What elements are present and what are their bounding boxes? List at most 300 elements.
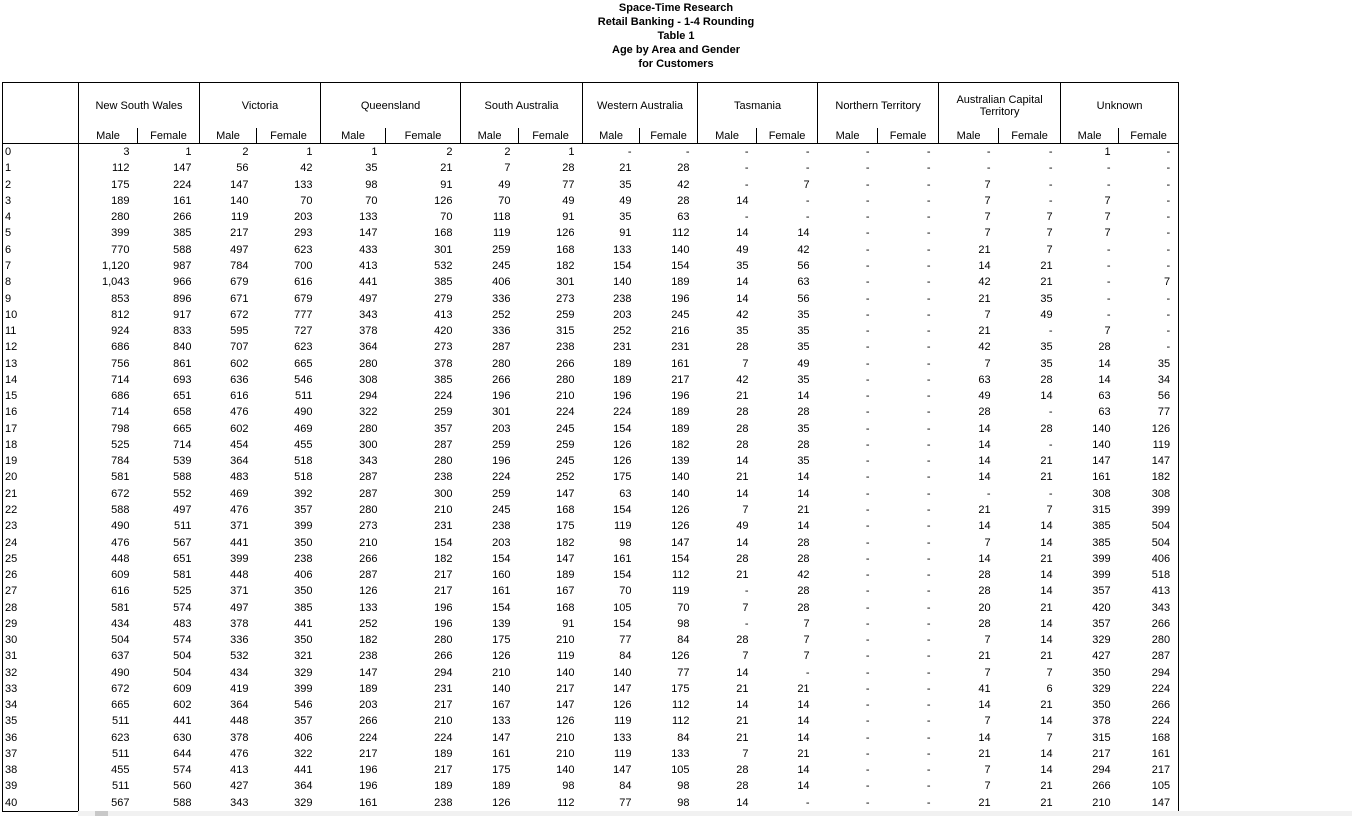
gender-header-female: Female	[257, 128, 321, 144]
data-cell: 34	[1119, 372, 1179, 388]
data-cell: 14	[1040, 617, 1053, 630]
data-cell: -	[926, 146, 931, 159]
data-cell: 7	[984, 780, 991, 793]
data-cell: 308	[1092, 487, 1111, 500]
data-cell: 987	[173, 259, 192, 272]
data-cell: 161	[613, 552, 632, 565]
age-label: 10	[3, 307, 79, 323]
data-cell: 315	[556, 325, 575, 338]
data-cell: 154	[613, 503, 632, 516]
data-cell: 91	[562, 617, 575, 630]
age-label: 24	[3, 534, 79, 550]
table-row	[3, 713, 1179, 729]
data-cell: 21	[978, 292, 991, 305]
data-cell: 91	[562, 211, 575, 224]
data-cell: 280	[359, 357, 378, 370]
data-cell: 133	[294, 178, 313, 191]
age-label: 11	[3, 323, 79, 339]
data-cell: 238	[492, 520, 511, 533]
table-row	[3, 567, 1179, 583]
age-label: 29	[3, 616, 79, 632]
data-cell: 406	[492, 276, 511, 289]
data-cell: 574	[173, 634, 192, 647]
data-cell: 7	[984, 194, 991, 207]
table-row	[3, 437, 1179, 453]
data-cell: 126	[671, 520, 690, 533]
data-cell: 21	[736, 390, 749, 403]
data-cell: 252	[556, 471, 575, 484]
data-cell: 651	[173, 552, 192, 565]
data-cell: -	[1048, 146, 1053, 159]
data-cell: 49	[562, 194, 575, 207]
data-cell: 224	[359, 731, 378, 744]
data-cell: 552	[173, 487, 192, 500]
data-cell: 84	[677, 634, 690, 647]
data-cell: 140	[230, 194, 249, 207]
data-cell: -	[865, 715, 870, 728]
data-cell: 350	[1092, 699, 1111, 712]
data-cell: 126	[461, 795, 519, 812]
data-cell: -	[926, 569, 931, 582]
table-row	[3, 697, 1179, 713]
data-cell: 14	[736, 536, 749, 549]
data-cell: 483	[230, 471, 249, 484]
data-cell: 287	[492, 341, 511, 354]
data-cell: 98	[365, 178, 378, 191]
age-label: 25	[3, 551, 79, 567]
data-cell: 343	[200, 795, 257, 812]
data-cell: 77	[562, 178, 575, 191]
data-cell: 378	[434, 357, 453, 370]
age-label: 13	[3, 355, 79, 371]
data-cell: 287	[359, 471, 378, 484]
data-cell: -	[1048, 194, 1053, 207]
data-cell: 259	[492, 487, 511, 500]
age-label: 37	[3, 746, 79, 762]
data-cell: 35	[365, 162, 378, 175]
data-cell: 280	[434, 455, 453, 468]
data-cell: 133	[671, 747, 690, 760]
data-cell: 14	[797, 715, 810, 728]
data-cell: -	[865, 373, 870, 386]
data-cell: -	[805, 146, 810, 159]
data-cell: 413	[1119, 583, 1179, 599]
data-cell: 321	[294, 650, 313, 663]
data-cell: 917	[173, 308, 192, 321]
data-cell: 147	[230, 178, 249, 191]
data-cell: 28	[736, 406, 749, 419]
data-cell: 280	[111, 211, 130, 224]
data-cell: 14	[1098, 373, 1111, 386]
data-cell: -	[1106, 308, 1111, 321]
data-cell: 28	[736, 422, 749, 435]
data-cell: 385	[434, 373, 453, 386]
data-cell: 210	[556, 731, 575, 744]
data-cell: 203	[613, 308, 632, 321]
data-cell: -	[1119, 177, 1179, 193]
data-cell: 98	[677, 617, 690, 630]
data-cell: 546	[294, 373, 313, 386]
data-cell: 28	[978, 585, 991, 598]
data-cell: 56	[797, 259, 810, 272]
title-line-5: for Customers	[638, 58, 714, 70]
data-cell: -	[865, 243, 870, 256]
data-cell: 140	[556, 764, 575, 777]
data-cell: 175	[492, 764, 511, 777]
data-cell: 672	[111, 487, 130, 500]
data-cell: -	[926, 357, 931, 370]
data-cell: 119	[613, 715, 632, 728]
age-label: 39	[3, 778, 79, 794]
data-cell: 49	[797, 357, 810, 370]
gender-header-male: Male	[79, 128, 138, 144]
data-cell: 210	[556, 390, 575, 403]
data-cell: 224	[1119, 681, 1179, 697]
data-cell: 434	[111, 617, 130, 630]
data-cell: 147	[492, 731, 511, 744]
data-cell: 139	[492, 617, 511, 630]
data-cell: 385	[434, 276, 453, 289]
data-cell: 784	[111, 455, 130, 468]
data-cell: 504	[111, 634, 130, 647]
data-cell: 28	[797, 552, 810, 565]
data-cell: 210	[434, 503, 453, 516]
data-cell: -	[926, 178, 931, 191]
data-cell: 518	[1119, 567, 1179, 583]
data-cell: 714	[173, 438, 192, 451]
scrollbar-thumb[interactable]	[95, 811, 108, 816]
data-cell: 399	[1092, 569, 1111, 582]
data-cell: 224	[434, 731, 453, 744]
data-cell: 399	[294, 520, 313, 533]
data-cell: 126	[556, 715, 575, 728]
data-cell: 252	[613, 325, 632, 338]
data-cell: -	[865, 731, 870, 744]
data-cell: 686	[111, 390, 130, 403]
data-cell: 203	[359, 699, 378, 712]
data-cell: 231	[613, 341, 632, 354]
data-cell: 357	[1092, 585, 1111, 598]
title-line-1: Space-Time Research	[618, 2, 734, 14]
data-cell: -	[1048, 178, 1053, 191]
data-cell: 196	[671, 390, 690, 403]
data-cell: 42	[736, 373, 749, 386]
data-cell: 49	[619, 194, 632, 207]
data-cell: -	[744, 178, 749, 191]
data-cell: -	[865, 487, 870, 500]
data-cell: 413	[359, 259, 378, 272]
data-cell: 399	[230, 552, 249, 565]
data-cell: 623	[294, 341, 313, 354]
data-cell: 14	[736, 194, 749, 207]
data-cell: 7	[742, 601, 749, 614]
data-cell: 413	[434, 308, 453, 321]
data-cell: 419	[230, 682, 249, 695]
data-cell: 454	[230, 438, 249, 451]
age-label: 34	[3, 697, 79, 713]
data-cell: 21	[736, 569, 749, 582]
data-cell: 7	[1046, 243, 1053, 256]
data-cell: 385	[173, 227, 192, 240]
data-cell: 168	[556, 601, 575, 614]
data-cell: 7	[984, 227, 991, 240]
data-cell: -	[865, 520, 870, 533]
data-cell: 497	[230, 601, 249, 614]
data-cell: -	[865, 666, 870, 679]
data-cell: 189	[111, 194, 130, 207]
data-cell: 294	[1119, 665, 1179, 681]
data-cell: 1	[568, 146, 575, 159]
data-cell: 7	[984, 715, 991, 728]
data-cell: 413	[230, 764, 249, 777]
data-cell: 182	[434, 552, 453, 565]
age-label: 20	[3, 469, 79, 485]
data-cell: 196	[359, 764, 378, 777]
data-cell: 784	[230, 259, 249, 272]
data-cell: 147	[1119, 795, 1179, 812]
data-cell: 14	[978, 422, 991, 435]
data-cell: 147	[173, 162, 192, 175]
data-cell: -	[1106, 259, 1111, 272]
gender-header-male: Male	[818, 128, 878, 144]
data-cell: 602	[230, 357, 249, 370]
data-cell: -	[865, 341, 870, 354]
data-cell: 154	[671, 552, 690, 565]
data-cell: 896	[173, 292, 192, 305]
data-cell: 581	[111, 471, 130, 484]
horizontal-scrollbar[interactable]	[78, 811, 1352, 816]
data-cell: -	[805, 162, 810, 175]
data-cell: 21	[939, 795, 999, 812]
data-cell: 224	[173, 178, 192, 191]
data-cell: 189	[671, 406, 690, 419]
table-row	[3, 486, 1179, 502]
data-cell: 385	[294, 601, 313, 614]
data-cell: 231	[434, 682, 453, 695]
area-header-vic: Victoria	[200, 83, 321, 129]
table-row	[3, 616, 1179, 632]
data-cell: 266	[1119, 697, 1179, 713]
data-cell: 56	[797, 292, 810, 305]
data-cell: 6	[1046, 682, 1053, 695]
data-cell: 119	[613, 520, 632, 533]
data-cell: 406	[294, 569, 313, 582]
gender-header-male: Male	[321, 128, 386, 144]
data-cell: -	[926, 487, 931, 500]
data-cell: 259	[434, 406, 453, 419]
data-cell: 28	[736, 341, 749, 354]
data-cell: -	[926, 747, 931, 760]
data-cell: 7	[984, 666, 991, 679]
age-label: 36	[3, 730, 79, 746]
data-cell: 21	[797, 503, 810, 516]
data-cell: 147	[613, 764, 632, 777]
data-cell: 1	[371, 146, 378, 159]
data-cell: 21	[978, 503, 991, 516]
data-cell: 63	[619, 487, 632, 500]
data-cell: 20	[978, 601, 991, 614]
data-cell: 504	[173, 650, 192, 663]
data-cell: 14	[736, 699, 749, 712]
data-cell: 210	[556, 747, 575, 760]
data-cell: 588	[138, 795, 200, 812]
data-cell: -	[865, 227, 870, 240]
age-label: 33	[3, 681, 79, 697]
data-cell: 238	[556, 341, 575, 354]
data-cell: 266	[173, 211, 192, 224]
age-label: 18	[3, 437, 79, 453]
data-cell: -	[865, 764, 870, 777]
data-cell: 21	[797, 747, 810, 760]
table-row	[3, 307, 1179, 323]
data-cell: 14	[1040, 634, 1053, 647]
data-cell: -	[926, 780, 931, 793]
table-row	[3, 421, 1179, 437]
data-cell: -	[1106, 292, 1111, 305]
table-row	[3, 339, 1179, 355]
data-cell: 147	[613, 682, 632, 695]
data-cell: 35	[797, 341, 810, 354]
data-cell: 28	[1040, 422, 1053, 435]
data-cell: 56	[1119, 388, 1179, 404]
area-header-row	[3, 83, 1179, 129]
data-cell: -	[926, 227, 931, 240]
age-label: 3	[3, 193, 79, 209]
data-cell: 14	[698, 795, 757, 812]
data-cell: 175	[671, 682, 690, 695]
data-cell: 210	[359, 536, 378, 549]
data-cell: 672	[111, 682, 130, 695]
data-cell: 378	[230, 617, 249, 630]
data-cell: 147	[1119, 453, 1179, 469]
data-cell: 504	[173, 666, 192, 679]
data-cell: -	[926, 276, 931, 289]
table-row	[3, 762, 1179, 778]
data-cell: 21	[736, 715, 749, 728]
data-cell: -	[926, 634, 931, 647]
data-cell: 21	[1040, 276, 1053, 289]
data-cell: 245	[492, 259, 511, 272]
data-cell: 14	[797, 780, 810, 793]
data-cell: -	[926, 682, 931, 695]
data-cell: 70	[498, 194, 511, 207]
data-cell: 21	[619, 162, 632, 175]
data-cell: 259	[556, 438, 575, 451]
data-cell: 189	[434, 780, 453, 793]
data-cell: 7	[984, 308, 991, 321]
data-cell: 154	[671, 259, 690, 272]
table-row	[3, 730, 1179, 746]
area-header-wa: Western Australia	[583, 83, 698, 129]
data-cell: 504	[1119, 534, 1179, 550]
age-label: 5	[3, 225, 79, 241]
data-cell: 266	[1092, 780, 1111, 793]
data-cell: 14	[797, 487, 810, 500]
data-cell: 189	[492, 780, 511, 793]
data-cell: 448	[230, 569, 249, 582]
data-cell: -	[926, 585, 931, 598]
data-cell: 147	[556, 487, 575, 500]
data-cell: 126	[613, 699, 632, 712]
table-row	[3, 404, 1179, 420]
data-cell: 301	[434, 243, 453, 256]
data-cell: 399	[1119, 502, 1179, 518]
data-cell: 21	[1040, 699, 1053, 712]
data-cell: 518	[294, 455, 313, 468]
data-cell: 21	[1040, 601, 1053, 614]
data-cell: 7	[1104, 194, 1111, 207]
data-cell: -	[926, 194, 931, 207]
data-cell: 406	[294, 731, 313, 744]
data-cell: 406	[1119, 551, 1179, 567]
data-cell: 42	[736, 308, 749, 321]
data-cell: 504	[1119, 518, 1179, 534]
data-cell: 182	[556, 259, 575, 272]
data-cell: 2	[504, 146, 511, 159]
data-cell: 518	[294, 471, 313, 484]
data-cell: 483	[173, 617, 192, 630]
data-cell: -	[926, 601, 931, 614]
data-cell: 14	[797, 227, 810, 240]
data-cell: 140	[671, 487, 690, 500]
data-cell: 42	[797, 243, 810, 256]
data-cell: 147	[1092, 455, 1111, 468]
data-cell: 266	[1119, 616, 1179, 632]
data-cell: 679	[294, 292, 313, 305]
data-cell: 28	[736, 780, 749, 793]
data-cell: 35	[797, 325, 810, 338]
data-cell: 14	[978, 731, 991, 744]
data-cell: 357	[434, 422, 453, 435]
data-cell: 189	[434, 747, 453, 760]
table-row	[3, 502, 1179, 518]
data-cell: 119	[492, 227, 511, 240]
data-cell: 7	[1046, 227, 1053, 240]
data-cell: 511	[111, 715, 130, 728]
data-cell: 7	[803, 650, 810, 663]
data-cell: -	[986, 487, 991, 500]
data-cell: 7	[984, 764, 991, 777]
data-cell: 154	[613, 569, 632, 582]
data-cell: 595	[230, 325, 249, 338]
data-cell: -	[926, 373, 931, 386]
data-cell: -	[926, 243, 931, 256]
data-cell: 14	[978, 520, 991, 533]
data-cell: 196	[359, 780, 378, 793]
data-cell: 14	[978, 438, 991, 451]
data-cell: 21	[978, 243, 991, 256]
data-cell: 329	[257, 795, 321, 812]
data-cell: -	[744, 585, 749, 598]
data-cell: 112	[672, 699, 690, 712]
data-cell: -	[926, 406, 931, 419]
data-cell: 350	[294, 536, 313, 549]
data-cell: 322	[359, 406, 378, 419]
data-cell: 161	[1092, 471, 1111, 484]
data-cell: -	[926, 390, 931, 403]
gender-header-female: Female	[519, 128, 583, 144]
data-cell: 14	[736, 227, 749, 240]
data-cell: 14	[797, 764, 810, 777]
data-cell: 42	[677, 178, 690, 191]
table-row	[3, 177, 1179, 193]
data-cell: 118	[492, 211, 511, 224]
data-cell: -	[865, 162, 870, 175]
table-row	[3, 648, 1179, 664]
data-cell: 1	[306, 146, 313, 159]
data-cell: 189	[556, 569, 575, 582]
data-cell: -	[926, 308, 931, 321]
